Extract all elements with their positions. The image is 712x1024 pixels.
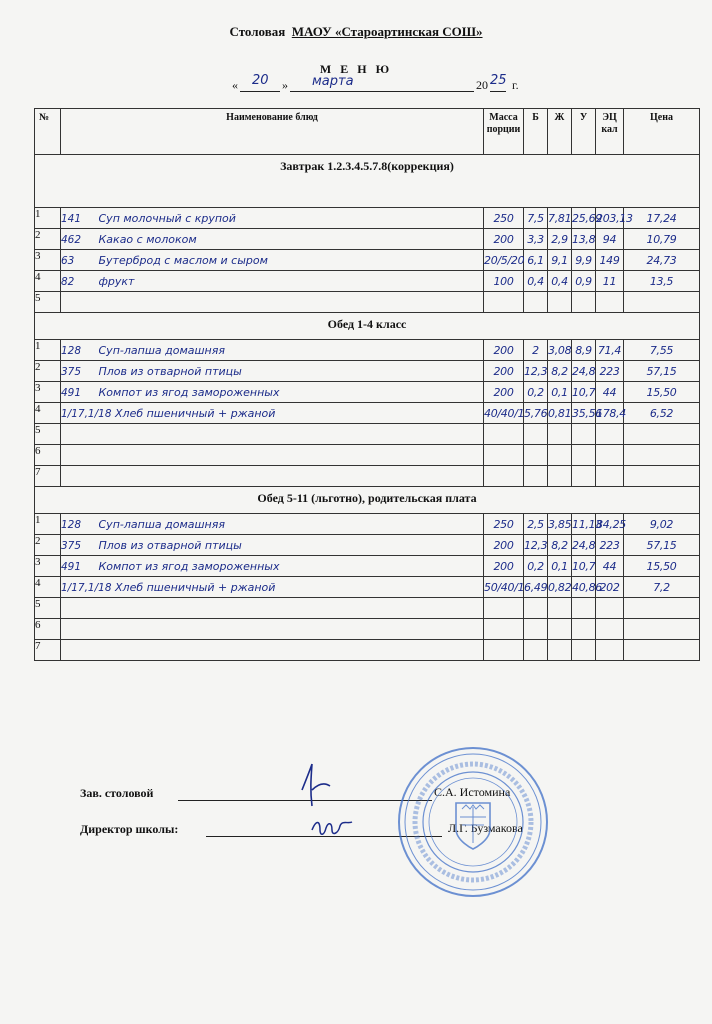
price-cell xyxy=(624,619,700,640)
dish-cell xyxy=(61,229,484,250)
price-cell: 9,02 xyxy=(624,514,700,535)
price-cell xyxy=(624,424,700,445)
recipe-code: 128 xyxy=(61,518,82,531)
table-row xyxy=(35,598,700,619)
recipe-code: 491 xyxy=(61,386,82,399)
row-number: 4 xyxy=(35,403,61,424)
ec-cell: 178,4 xyxy=(596,403,624,424)
ec-cell: 84,25 xyxy=(596,514,624,535)
zh-cell xyxy=(548,619,572,640)
header-zh: Ж xyxy=(548,109,572,155)
table-row xyxy=(35,250,700,271)
mass-cell: 40/40/1 xyxy=(484,403,524,424)
dish-name: Плов из отварной птицы xyxy=(98,364,242,378)
dish-cell xyxy=(61,250,484,271)
menu-table-body xyxy=(35,155,700,661)
mass-cell xyxy=(484,292,524,313)
header-b: Б xyxy=(524,109,548,155)
table-row xyxy=(35,577,700,598)
ec-cell xyxy=(596,640,624,661)
table-row xyxy=(35,271,700,292)
mass-cell: 200 xyxy=(484,382,524,403)
row-number: 5 xyxy=(35,598,61,619)
price-cell: 15,50 xyxy=(624,556,700,577)
organization-name: МАОУ «Староартинская СОШ» xyxy=(291,24,483,39)
table-row xyxy=(35,445,700,466)
price-cell: 57,15 xyxy=(624,535,700,556)
table-header-row xyxy=(35,109,700,155)
ec-cell: 11 xyxy=(596,271,624,292)
recipe-code: 462 xyxy=(61,233,82,246)
table-row xyxy=(35,556,700,577)
ec-cell xyxy=(596,466,624,487)
mass-cell: 100 xyxy=(484,271,524,292)
price-cell: 7,55 xyxy=(624,340,700,361)
u-cell xyxy=(572,292,596,313)
u-cell: 8,9 xyxy=(572,340,596,361)
zh-cell xyxy=(548,466,572,487)
u-cell: 40,86 xyxy=(572,577,596,598)
recipe-code: 82 xyxy=(61,275,75,288)
date-line xyxy=(232,73,552,94)
director-name: Л.Г. Бузмакова xyxy=(448,821,523,835)
zh-cell: 0,82 xyxy=(548,577,572,598)
price-cell: 13,5 xyxy=(624,271,700,292)
zh-cell: 8,2 xyxy=(548,361,572,382)
mass-cell: 250 xyxy=(484,514,524,535)
b-cell: 0,2 xyxy=(524,382,548,403)
zh-cell: 3,85 xyxy=(548,514,572,535)
header-price: Цена xyxy=(624,109,700,155)
u-cell: 13,8 xyxy=(572,229,596,250)
u-cell: 9,9 xyxy=(572,250,596,271)
header-prefix: Столовая xyxy=(229,24,286,39)
zh-cell xyxy=(548,445,572,466)
price-cell: 15,50 xyxy=(624,382,700,403)
dish-name: Суп молочный с крупой xyxy=(98,211,236,225)
u-cell xyxy=(572,445,596,466)
row-number: 5 xyxy=(35,424,61,445)
b-cell: 2,5 xyxy=(524,514,548,535)
recipe-code: 375 xyxy=(61,365,82,378)
price-cell: 57,15 xyxy=(624,361,700,382)
row-number: 2 xyxy=(35,535,61,556)
school-seal-stamp xyxy=(396,745,550,899)
zh-cell xyxy=(548,292,572,313)
u-cell: 0,9 xyxy=(572,271,596,292)
date-close-quote: » xyxy=(282,78,288,92)
mass-cell xyxy=(484,640,524,661)
dish-name: Компот из ягод замороженных xyxy=(98,385,280,399)
date-open-quote: « xyxy=(232,78,238,92)
section-title: Обед 1-4 класс xyxy=(35,313,700,340)
b-cell: 3,3 xyxy=(524,229,548,250)
header-u: У xyxy=(572,109,596,155)
b-cell: 12,3 xyxy=(524,361,548,382)
b-cell: 12,3 xyxy=(524,535,548,556)
document-header xyxy=(0,24,712,40)
date-day: 20 xyxy=(252,73,269,88)
u-cell xyxy=(572,640,596,661)
b-cell xyxy=(524,424,548,445)
b-cell xyxy=(524,445,548,466)
dish-cell xyxy=(61,619,484,640)
price-cell xyxy=(624,445,700,466)
b-cell xyxy=(524,292,548,313)
zh-cell: 8,2 xyxy=(548,535,572,556)
ec-cell: 44 xyxy=(596,382,624,403)
director-signature xyxy=(308,812,356,844)
dish-cell xyxy=(61,208,484,229)
recipe-code: 1/17,1/18 xyxy=(61,407,112,420)
b-cell xyxy=(524,598,548,619)
price-cell xyxy=(624,292,700,313)
price-cell: 7,2 xyxy=(624,577,700,598)
dish-cell xyxy=(61,514,484,535)
table-row xyxy=(35,424,700,445)
b-cell: 2 xyxy=(524,340,548,361)
section-title: Завтрак 1.2.3.4.5.7.8(коррекция) xyxy=(35,155,700,208)
header-mass: Масса порции xyxy=(484,109,524,155)
dish-cell xyxy=(61,382,484,403)
section-header-row xyxy=(35,487,700,514)
b-cell xyxy=(524,640,548,661)
price-cell: 24,73 xyxy=(624,250,700,271)
table-row xyxy=(35,640,700,661)
recipe-code: 141 xyxy=(61,212,82,225)
row-number: 1 xyxy=(35,340,61,361)
zh-cell: 3,08 xyxy=(548,340,572,361)
price-cell: 10,79 xyxy=(624,229,700,250)
table-row xyxy=(35,340,700,361)
date-year: 25 xyxy=(490,73,507,88)
dish-cell xyxy=(61,361,484,382)
ec-cell xyxy=(596,424,624,445)
ec-cell xyxy=(596,445,624,466)
section-header-row xyxy=(35,155,700,208)
recipe-code: 491 xyxy=(61,560,82,573)
dish-name: фрукт xyxy=(98,274,135,288)
table-row xyxy=(35,466,700,487)
recipe-code: 1/17,1/18 xyxy=(61,581,112,594)
dish-cell xyxy=(61,640,484,661)
row-number: 4 xyxy=(35,577,61,598)
u-cell: 10,7 xyxy=(572,382,596,403)
section-header-row xyxy=(35,313,700,340)
canteen-head-name: С.А. Истомина xyxy=(434,785,511,799)
recipe-code: 63 xyxy=(61,254,75,267)
table-row xyxy=(35,514,700,535)
date-month-underline xyxy=(290,91,474,92)
mass-cell xyxy=(484,619,524,640)
mass-cell: 200 xyxy=(484,556,524,577)
u-cell xyxy=(572,466,596,487)
u-cell: 35,56 xyxy=(572,403,596,424)
dish-cell xyxy=(61,271,484,292)
row-number: 2 xyxy=(35,229,61,250)
row-number: 5 xyxy=(35,292,61,313)
zh-cell xyxy=(548,598,572,619)
dish-name: Суп-лапша домашняя xyxy=(98,343,225,357)
zh-cell: 0,1 xyxy=(548,556,572,577)
price-cell: 17,24 xyxy=(624,208,700,229)
zh-cell: 9,1 xyxy=(548,250,572,271)
row-number: 3 xyxy=(35,250,61,271)
header-name: Наименование блюд xyxy=(61,109,484,155)
mass-cell: 200 xyxy=(484,361,524,382)
canteen-signature-label: Зав. столовой xyxy=(80,786,154,800)
dish-name: Хлеб пшеничный + ржаной xyxy=(115,580,276,594)
section-title: Обед 5-11 (льготно), родительская плата xyxy=(35,487,700,514)
mass-cell: 200 xyxy=(484,229,524,250)
price-cell xyxy=(624,598,700,619)
recipe-code: 128 xyxy=(61,344,82,357)
u-cell xyxy=(572,619,596,640)
mass-cell xyxy=(484,466,524,487)
u-cell: 11,13 xyxy=(572,514,596,535)
ec-cell: 223 xyxy=(596,361,624,382)
dish-cell xyxy=(61,340,484,361)
table-row xyxy=(35,229,700,250)
mass-cell: 20/5/20 xyxy=(484,250,524,271)
zh-cell: 0,4 xyxy=(548,271,572,292)
row-number: 3 xyxy=(35,382,61,403)
zh-cell: 0,81 xyxy=(548,403,572,424)
mass-cell xyxy=(484,445,524,466)
ec-cell xyxy=(596,292,624,313)
dish-name: Хлеб пшеничный + ржаной xyxy=(115,406,276,420)
b-cell: 7,5 xyxy=(524,208,548,229)
u-cell xyxy=(572,598,596,619)
mass-cell: 200 xyxy=(484,535,524,556)
dish-cell xyxy=(61,535,484,556)
ec-cell: 223 xyxy=(596,535,624,556)
row-number: 6 xyxy=(35,445,61,466)
menu-table xyxy=(34,108,700,661)
dish-cell xyxy=(61,466,484,487)
u-cell: 24,8 xyxy=(572,535,596,556)
dish-name: Бутерброд с маслом и сыром xyxy=(98,253,268,267)
header-num: № xyxy=(35,109,61,155)
date-year-prefix: 20 xyxy=(476,78,488,92)
canteen-head-signature xyxy=(296,760,336,812)
dish-name: Плов из отварной птицы xyxy=(98,538,242,552)
dish-cell xyxy=(61,556,484,577)
price-cell xyxy=(624,466,700,487)
mass-cell xyxy=(484,598,524,619)
table-row xyxy=(35,292,700,313)
date-day-underline xyxy=(240,91,280,92)
dish-name: Компот из ягод замороженных xyxy=(98,559,280,573)
table-row xyxy=(35,403,700,424)
zh-cell: 2,9 xyxy=(548,229,572,250)
zh-cell: 0,1 xyxy=(548,382,572,403)
ec-cell: 149 xyxy=(596,250,624,271)
dish-cell xyxy=(61,403,484,424)
ec-cell: 94 xyxy=(596,229,624,250)
u-cell: 24,8 xyxy=(572,361,596,382)
zh-cell xyxy=(548,424,572,445)
b-cell: 6,49 xyxy=(524,577,548,598)
price-cell xyxy=(624,640,700,661)
table-row xyxy=(35,208,700,229)
row-number: 4 xyxy=(35,271,61,292)
ec-cell: 71,4 xyxy=(596,340,624,361)
dish-name: Какао с молоком xyxy=(98,232,197,246)
row-number: 6 xyxy=(35,619,61,640)
u-cell: 25,69 xyxy=(572,208,596,229)
mass-cell xyxy=(484,424,524,445)
mass-cell: 50/40/1 xyxy=(484,577,524,598)
director-signature-label: Директор школы: xyxy=(80,822,179,836)
row-number: 2 xyxy=(35,361,61,382)
date-year-underline xyxy=(490,91,506,92)
date-suffix: г. xyxy=(512,78,519,92)
zh-cell: 7,81 xyxy=(548,208,572,229)
ec-cell xyxy=(596,598,624,619)
recipe-code: 375 xyxy=(61,539,82,552)
u-cell: 10,7 xyxy=(572,556,596,577)
dish-name: Суп-лапша домашняя xyxy=(98,517,225,531)
date-month: марта xyxy=(312,74,354,89)
b-cell: 6,1 xyxy=(524,250,548,271)
price-cell: 6,52 xyxy=(624,403,700,424)
dish-cell xyxy=(61,424,484,445)
b-cell: 5,76 xyxy=(524,403,548,424)
ec-cell: 203,13 xyxy=(596,208,624,229)
dish-cell xyxy=(61,598,484,619)
row-number: 1 xyxy=(35,514,61,535)
row-number: 7 xyxy=(35,640,61,661)
u-cell xyxy=(572,424,596,445)
mass-cell: 250 xyxy=(484,208,524,229)
dish-cell xyxy=(61,445,484,466)
table-row xyxy=(35,382,700,403)
b-cell xyxy=(524,466,548,487)
b-cell: 0,4 xyxy=(524,271,548,292)
zh-cell xyxy=(548,640,572,661)
dish-cell xyxy=(61,577,484,598)
table-row xyxy=(35,535,700,556)
menu-title: М Е Н Ю xyxy=(319,62,393,76)
ec-cell xyxy=(596,619,624,640)
mass-cell: 200 xyxy=(484,340,524,361)
dish-cell xyxy=(61,292,484,313)
ec-cell: 44 xyxy=(596,556,624,577)
ec-cell: 202 xyxy=(596,577,624,598)
row-number: 1 xyxy=(35,208,61,229)
header-ec: ЭЦ кал xyxy=(596,109,624,155)
row-number: 7 xyxy=(35,466,61,487)
b-cell: 0,2 xyxy=(524,556,548,577)
b-cell xyxy=(524,619,548,640)
row-number: 3 xyxy=(35,556,61,577)
table-row xyxy=(35,361,700,382)
table-row xyxy=(35,619,700,640)
